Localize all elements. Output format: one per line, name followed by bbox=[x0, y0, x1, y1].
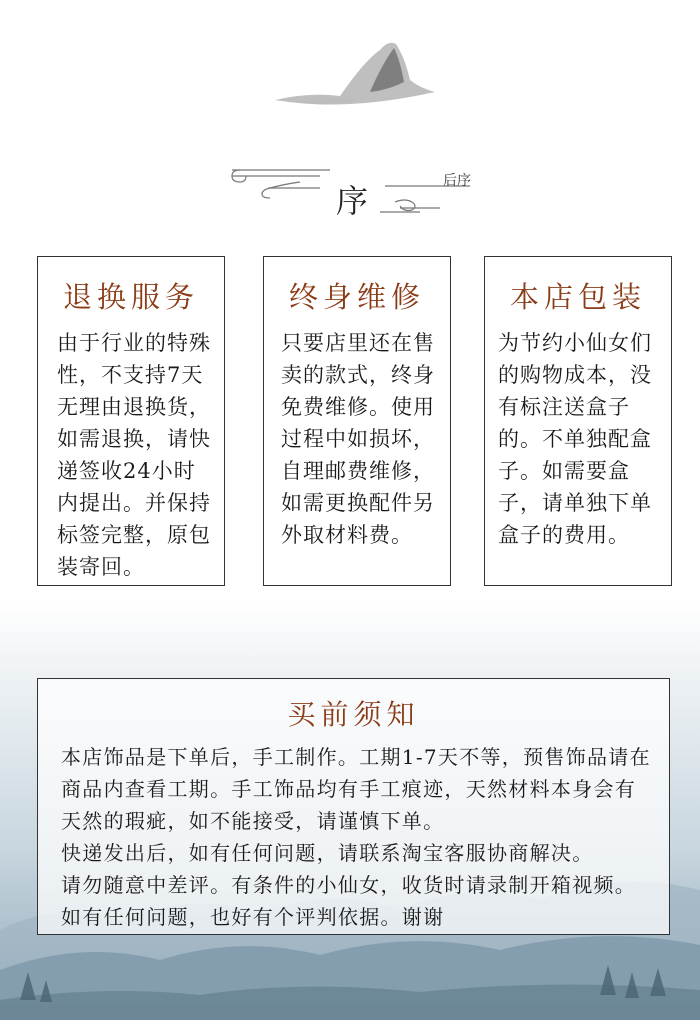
notice-paragraph: 本店饰品是下单后，手工制作。工期1-7天不等，预售饰品请在商品内查看工期。手工饰品均有手工痕迹，天然材料本身会有天然的瑕疵，如不能接受，请谨慎下单。 bbox=[61, 745, 651, 833]
notice-title: 买前须知 bbox=[287, 698, 420, 731]
section-title-char: 序 bbox=[336, 182, 369, 220]
purchase-notice-card bbox=[37, 678, 670, 935]
lifetime-repair-card bbox=[263, 256, 451, 586]
return-policy-card bbox=[37, 256, 225, 586]
card-body: 只要店里还在售卖的款式，终身免费维修。使用过程中如损坏，自理邮费维修，如需更换配件另外取材料费。 bbox=[281, 331, 435, 547]
ink-mountain-illustration bbox=[270, 30, 440, 120]
card-title: 终身维修 bbox=[288, 280, 425, 314]
section-subtitle: 后序 bbox=[443, 173, 471, 189]
card-title: 本店包装 bbox=[509, 280, 646, 314]
packaging-card bbox=[484, 256, 672, 586]
notice-paragraph: 请勿随意中差评。有条件的小仙女，收货时请录制开箱视频。如有任何问题，也好有个评判依据。谢谢 bbox=[61, 873, 637, 929]
card-title: 退换服务 bbox=[62, 280, 199, 314]
notice-paragraph: 快递发出后，如有任何问题，请联系淘宝客服协商解决。 bbox=[61, 841, 594, 865]
card-body: 为节约小仙女们的购物成本，没有标注送盒子的。不单独配盒子。如需要盒子，请单独下单盒子的费用。 bbox=[498, 331, 652, 547]
card-body: 由于行业的特殊性，不支持7天无理由退换货，如需退换，请快递签收24小时内提出。并保持标签完整，原包装寄回。 bbox=[57, 331, 211, 579]
